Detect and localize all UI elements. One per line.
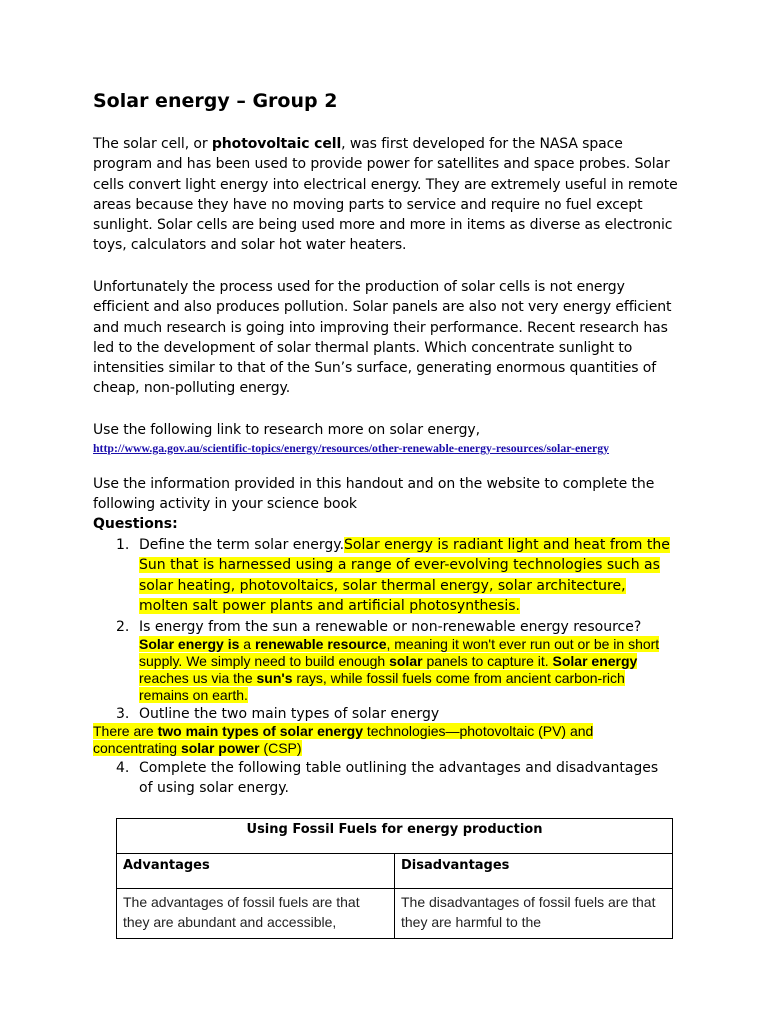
research-link[interactable]: http://www.ga.gov.au/scientific-topics/energy/resources/other-renewable-energy-resources/solar-energy [93,441,610,455]
intro-paragraph [93,134,683,256]
question-1 [139,535,674,616]
question-2-number: 2. [116,619,130,635]
answer-text: reaches us via the [139,670,257,686]
question-1-text: Define the term solar energy. [139,537,345,553]
question-4-text: Complete the following table outlining the advantages and disadvantages of using solar energy. [139,760,659,797]
document-title: Solar energy – Group 2 [93,90,338,112]
question-2-text: Is energy from the sun a renewable or non-renewable energy resource? [139,619,642,635]
energy-table [116,818,673,939]
answer-bold: solar power [180,740,260,756]
answer-text: , meaning it won't ever run out or be in short supply. We simply need to build enough [139,636,660,669]
question-4-number: 4. [116,760,130,776]
answer-text: panels to capture it. [422,653,553,669]
answer-bold: Solar energy is [139,636,240,652]
intro-bold-term: photovoltaic cell [211,136,342,152]
answer-text: (CSP) [259,740,302,756]
answer-bold: Solar energy [552,653,638,669]
answer-bold: renewable resource [254,636,387,652]
second-paragraph: Unfortunately the process used for the production of solar cells is not energy efficient and also produces pollution. Solar panels are also not very energy efficient and much research is going into improving their performance. Recent research has led to the development of solar thermal plants. Which concentrate sunlight to intensities similar to that of the Sun’s surface, generating enormous quantities of cheap, non-polluting energy. [93,279,672,397]
question-2-answer [139,636,669,704]
research-intro: Use the following link to research more on solar energy, [93,422,480,438]
question-3-answer [93,723,663,757]
question-3-text: Outline the two main types of solar energy [139,706,440,722]
answer-bold: two main types of solar energy [157,723,363,739]
question-1-answer: Solar energy is radiant light and heat from the Sun that is harnessed using a range of ever-evolving technologies such as solar heating, photovoltaics, solar thermal energy, solar architecture, molten salt power plants and artificial photosynthesis. [139,537,670,614]
intro-text-rest: , was first developed for the NASA space program and has been used to provide power for satellites and space probes. Solar cells convert light energy into electrical energy. They are extremely useful in remote areas because they have no moving parts to service and require no fuel except sunlight. Solar cells are being used more and more in items as diverse as electronic toys, calculators and solar hot water heaters. [93,136,678,254]
answer-text: There are [93,723,158,739]
answer-text: technologies—photovoltaic (PV) and concentrating [93,723,594,756]
table-header-disadvantages: Disadvantages [395,854,673,889]
table-cell-advantages: The advantages of fossil fuels are that they are abundant and accessible, [117,889,395,939]
answer-text: rays, while fossil fuels come from ancient carbon-rich remains on earth. [139,670,625,703]
table-title: Using Fossil Fuels for energy production [117,819,673,854]
table-header-advantages: Advantages [117,854,395,889]
answer-bold: sun's [256,670,293,686]
question-1-number: 1. [116,537,130,553]
question-3-number: 3. [116,706,130,722]
answer-bold: solar [389,653,423,669]
table-cell-disadvantages: The disadvantages of fossil fuels are that they are harmful to the [395,889,673,939]
questions-heading: Questions: [93,516,178,532]
instructions-text: Use the information provided in this handout and on the website to complete the following activity in your science book [93,476,655,513]
answer-text: a [239,636,255,652]
intro-text-start: The solar cell, or [93,136,212,152]
